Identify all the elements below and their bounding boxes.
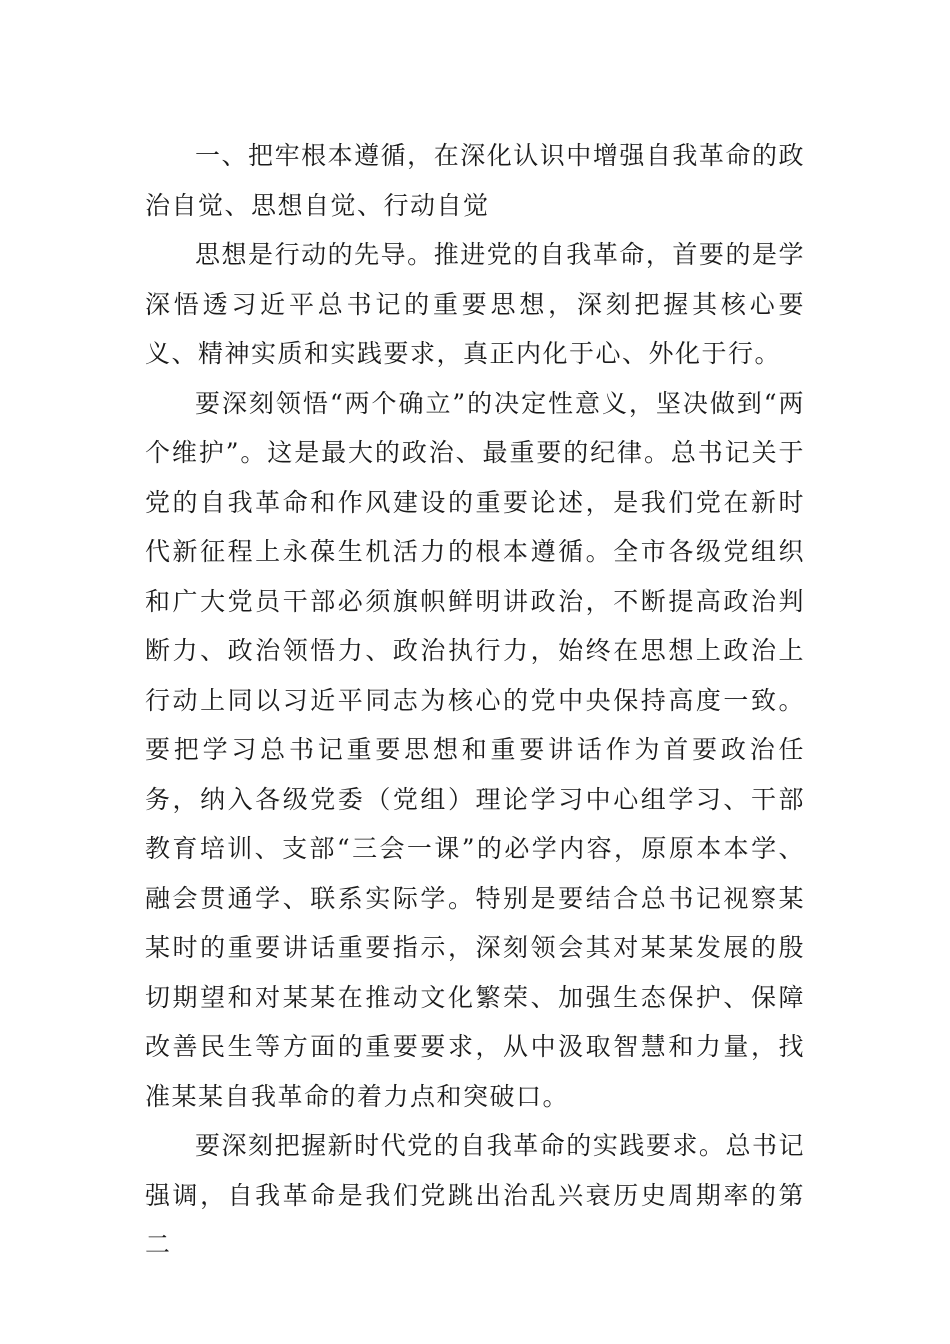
document-body: [145, 131, 805, 1270]
paragraph: 要深刻把握新时代党的自我革命的实践要求。总书记强调，自我革命是我们党跳出治乱兴衰历史周期率的第二: [145, 1131, 805, 1259]
paragraph: 要深刻领悟“两个确立”的决定性意义，坚决做到“两个维护”。这是最大的政治、最重要的纪律。总书记关于党的自我革命和作风建设的重要论述，是我们党在新时代新征程上永葆生机活力的根本遵循。全市各级党组织和广大党员干部必须旗帜鲜明讲政治，不断提高政治判断力、政治领悟力、政治执行力，始终在思想上政治上行动上同以习近平同志为核心的党中央保持高度一致。要把学习总书记重要思想和重要讲话作为首要政治任务，纳入各级党委（党组）理论学习中心组学习、干部教育培训、支部“三会一课”的必学内容，原原本本学、融会贯通学、联系实际学。特别是要结合总书记视察某某时的重要讲话重要指示，深刻领会其对某某发展的殷切期望和对某某在推动文化繁荣、加强生态保护、保障改善民生等方面的重要要求，从中汲取智慧和力量，找准某某自我革命的着力点和突破口。: [145, 388, 805, 1111]
section-heading: 一、把牢根本遵循，在深化认识中增强自我革命的政治自觉、思想自觉、行动自觉: [145, 141, 805, 220]
paragraph: 思想是行动的先导。推进党的自我革命，首要的是学深悟透习近平总书记的重要思想，深刻把握其核心要义、精神实质和实践要求，真正内化于心、外化于行。: [145, 240, 805, 368]
